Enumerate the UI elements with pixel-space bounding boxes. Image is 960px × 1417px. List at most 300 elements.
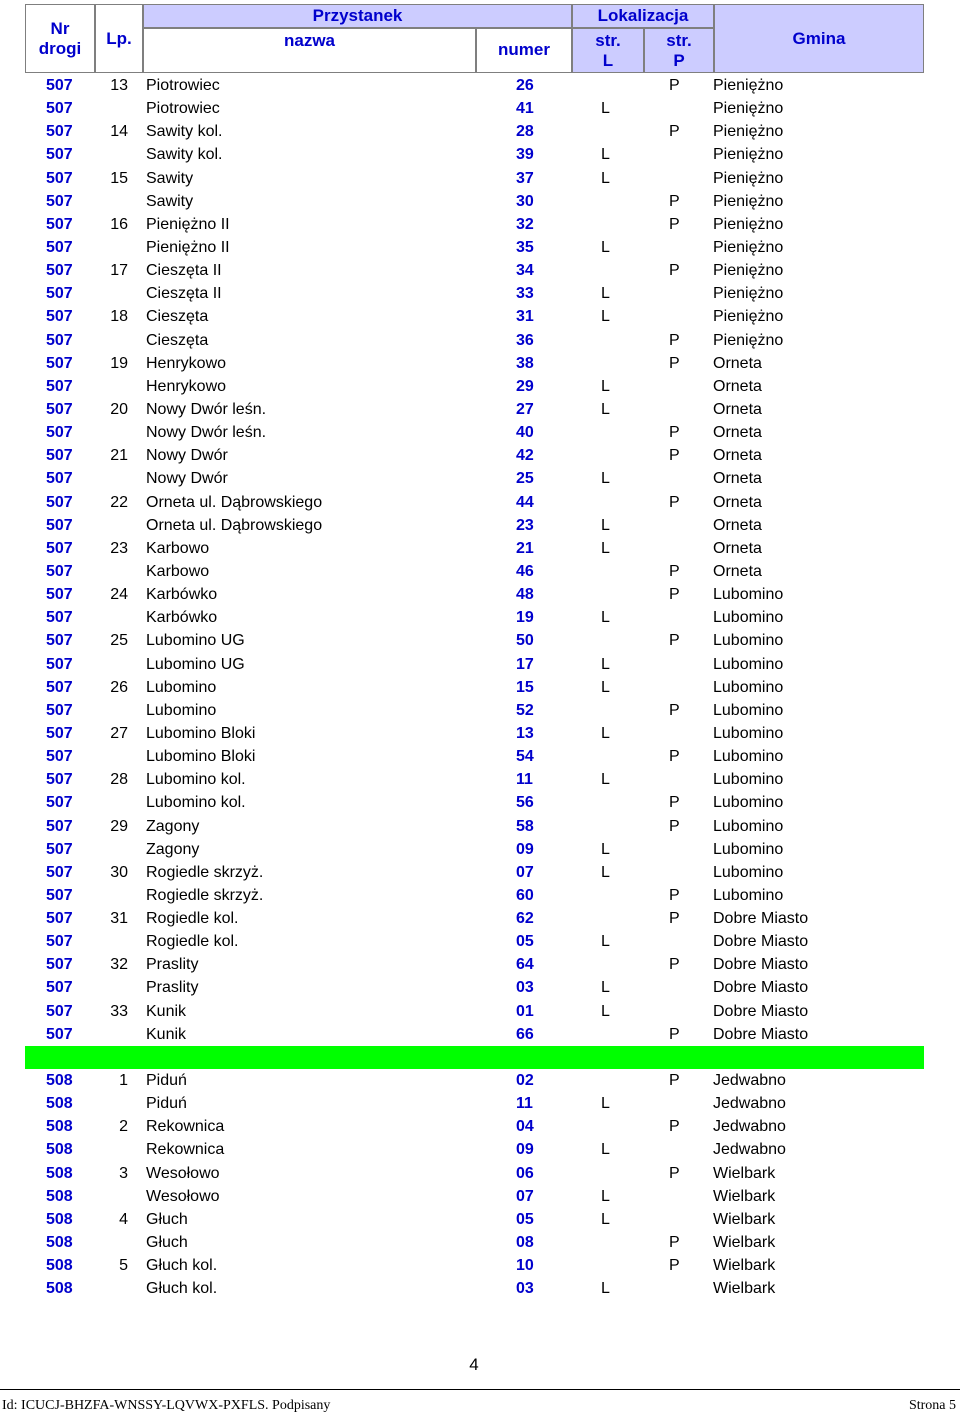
- side-left: L: [601, 771, 610, 789]
- table-row: [0, 1254, 960, 1277]
- stop-name: Nowy Dwór leśn.: [146, 424, 267, 442]
- stop-number: 41: [516, 100, 534, 118]
- stop-lp: 30: [110, 863, 128, 881]
- road-number: 507: [46, 539, 73, 557]
- stop-lp: 26: [110, 678, 128, 696]
- side-right: P: [669, 886, 680, 904]
- table-row: [0, 97, 960, 120]
- road-number: 507: [46, 655, 73, 673]
- side-left: L: [601, 655, 610, 673]
- road-number: 507: [46, 354, 73, 372]
- table-row: [0, 1185, 960, 1208]
- table-row: [0, 213, 960, 236]
- stop-name: Henrykowo: [146, 354, 227, 372]
- stop-name: Lubomino kol.: [146, 771, 246, 789]
- header-numer: numer: [476, 28, 572, 73]
- side-left: L: [601, 1280, 610, 1298]
- stop-number: 56: [516, 794, 534, 812]
- road-number: 507: [46, 447, 73, 465]
- road-number: 508: [46, 1210, 73, 1228]
- stop-name: Rekownica: [146, 1141, 225, 1159]
- road-number: 508: [46, 1280, 73, 1298]
- gmina-name: Orneta: [713, 562, 762, 580]
- road-number: 507: [46, 1002, 73, 1020]
- side-left: L: [601, 1095, 610, 1113]
- stop-number: 09: [516, 1141, 534, 1159]
- stop-lp: 20: [110, 400, 128, 418]
- stop-number: 30: [516, 192, 534, 210]
- stop-number: 27: [516, 400, 534, 418]
- gmina-name: Orneta: [713, 354, 762, 372]
- side-left: L: [601, 308, 610, 326]
- stop-lp: 4: [119, 1210, 128, 1228]
- stop-number: 04: [516, 1118, 534, 1136]
- stop-lp: 5: [119, 1257, 128, 1275]
- gmina-name: Lubomino: [713, 817, 784, 835]
- road-number: 508: [46, 1187, 73, 1205]
- side-right: P: [669, 1234, 680, 1252]
- header-lp: Lp.: [95, 4, 143, 73]
- gmina-name: Lubomino: [713, 771, 784, 789]
- road-number: 507: [46, 377, 73, 395]
- stop-name: Głuch: [146, 1210, 188, 1228]
- gmina-name: Orneta: [713, 516, 762, 534]
- stop-number: 17: [516, 655, 534, 673]
- stop-lp: 16: [110, 215, 128, 233]
- table-row: [0, 953, 960, 976]
- stop-lp: 22: [110, 493, 128, 511]
- side-right: P: [669, 956, 680, 974]
- table-row: [0, 1277, 960, 1300]
- page-number: 4: [469, 1355, 479, 1374]
- gmina-name: Dobre Miasto: [713, 979, 809, 997]
- stop-number: 44: [516, 493, 534, 511]
- gmina-name: Lubomino: [713, 724, 784, 742]
- road-number: 507: [46, 331, 73, 349]
- road-number: 507: [46, 123, 73, 141]
- stop-number: 19: [516, 609, 534, 627]
- side-left: L: [601, 979, 610, 997]
- side-left: L: [601, 146, 610, 164]
- table-row: [0, 259, 960, 282]
- stop-lp: 24: [110, 586, 128, 604]
- stop-name: Rogiedle skrzyż.: [146, 886, 264, 904]
- table-row: [0, 190, 960, 213]
- stop-name: Orneta ul. Dąbrowskiego: [146, 493, 323, 511]
- stop-number: 58: [516, 817, 534, 835]
- stop-name: Nowy Dwór: [146, 470, 228, 488]
- table-row: [0, 352, 960, 375]
- gmina-name: Pieniężno: [713, 100, 784, 118]
- header-lokalizacja: Lokalizacja: [572, 4, 714, 28]
- stop-lp: 23: [110, 539, 128, 557]
- stop-name: Sawity: [146, 192, 194, 210]
- table-row: [0, 907, 960, 930]
- table-row: [0, 583, 960, 606]
- stop-number: 60: [516, 886, 534, 904]
- gmina-name: Pieniężno: [713, 215, 784, 233]
- table-row: [0, 1000, 960, 1023]
- table-row: [0, 745, 960, 768]
- road-number: 507: [46, 146, 73, 164]
- gmina-name: Wielbark: [713, 1210, 776, 1228]
- stop-number: 15: [516, 678, 534, 696]
- stop-number: 32: [516, 215, 534, 233]
- road-number: 507: [46, 748, 73, 766]
- gmina-name: Pieniężno: [713, 77, 784, 94]
- stop-name: Nowy Dwór leśn.: [146, 400, 267, 418]
- table-row: [0, 676, 960, 699]
- stop-number: 11: [516, 771, 533, 789]
- stop-lp: 2: [119, 1118, 128, 1136]
- table-row: [0, 768, 960, 791]
- gmina-name: Pieniężno: [713, 169, 784, 187]
- gmina-name: Lubomino: [713, 586, 784, 604]
- table-row: [0, 815, 960, 838]
- road-number: 507: [46, 100, 73, 118]
- stop-number: 05: [516, 933, 534, 951]
- stop-number: 33: [516, 285, 534, 303]
- side-right: P: [669, 192, 680, 210]
- gmina-name: Wielbark: [713, 1257, 776, 1275]
- stop-name: Karbówko: [146, 586, 218, 604]
- side-right: P: [669, 748, 680, 766]
- road-number: 507: [46, 632, 73, 650]
- road-number: 507: [46, 215, 73, 233]
- gmina-name: Pieniężno: [713, 238, 784, 256]
- gmina-name: Lubomino: [713, 863, 784, 881]
- gmina-name: Lubomino: [713, 678, 784, 696]
- stop-number: 11: [516, 1095, 533, 1113]
- stop-name: Kunik: [146, 1025, 187, 1043]
- stop-number: 07: [516, 1187, 534, 1205]
- stop-number: 25: [516, 470, 534, 488]
- stop-name: Karbowo: [146, 539, 210, 557]
- stop-lp: 21: [110, 447, 128, 465]
- stop-number: 36: [516, 331, 534, 349]
- header-str-p: str. P: [644, 28, 714, 73]
- stop-number: 34: [516, 262, 534, 280]
- stop-number: 62: [516, 910, 534, 928]
- stop-number: 09: [516, 840, 534, 858]
- road-number: 507: [46, 886, 73, 904]
- side-right: P: [669, 632, 680, 650]
- stop-number: 29: [516, 377, 534, 395]
- table-row: [0, 329, 960, 352]
- table-row: [0, 491, 960, 514]
- gmina-name: Lubomino: [713, 886, 784, 904]
- road-number: 507: [46, 169, 73, 187]
- footer-divider: [0, 1389, 960, 1390]
- table-row: [0, 699, 960, 722]
- road-number: 507: [46, 956, 73, 974]
- table-row: [0, 398, 960, 421]
- stop-lp: 18: [110, 308, 128, 326]
- table-row: [0, 537, 960, 560]
- gmina-name: Orneta: [713, 424, 762, 442]
- road-number: 508: [46, 1164, 73, 1182]
- stop-name: Lubomino Bloki: [146, 748, 256, 766]
- stop-number: 35: [516, 238, 534, 256]
- table-header: [25, 4, 924, 73]
- stop-name: Rogiedle kol.: [146, 910, 239, 928]
- side-right: P: [669, 562, 680, 580]
- stop-name: Zagony: [146, 817, 200, 835]
- stop-number: 23: [516, 516, 534, 534]
- road-number: 507: [46, 262, 73, 280]
- stop-name: Henrykowo: [146, 377, 227, 395]
- gmina-name: Wielbark: [713, 1164, 776, 1182]
- side-left: L: [601, 539, 610, 557]
- gmina-name: Jedwabno: [713, 1118, 786, 1136]
- stop-number: 08: [516, 1234, 534, 1252]
- stop-name: Piotrowiec: [146, 100, 220, 118]
- stop-name: Lubomino UG: [146, 655, 245, 673]
- gmina-name: Lubomino: [713, 609, 784, 627]
- road-number: 507: [46, 910, 73, 928]
- road-number: 507: [46, 701, 73, 719]
- table-row: [0, 861, 960, 884]
- side-left: L: [601, 400, 610, 418]
- gmina-name: Orneta: [713, 539, 762, 557]
- table-row: [0, 1069, 960, 1092]
- side-right: P: [669, 447, 680, 465]
- side-left: L: [601, 285, 610, 303]
- road-number: 507: [46, 1025, 73, 1043]
- road-number: 507: [46, 308, 73, 326]
- table-row: [0, 514, 960, 537]
- stop-name: Orneta ul. Dąbrowskiego: [146, 516, 323, 534]
- side-right: P: [669, 794, 680, 812]
- stop-number: 48: [516, 586, 534, 604]
- gmina-name: Pieniężno: [713, 146, 784, 164]
- side-left: L: [601, 377, 610, 395]
- header-nr-drogi: Nr drogi: [25, 4, 95, 73]
- road-number: 507: [46, 678, 73, 696]
- side-left: L: [601, 678, 610, 696]
- road-number: 507: [46, 609, 73, 627]
- road-number: 507: [46, 77, 73, 94]
- gmina-name: Orneta: [713, 470, 762, 488]
- table-row: [0, 467, 960, 490]
- road-number: 508: [46, 1118, 73, 1136]
- stop-number: 37: [516, 169, 534, 187]
- road-number: 508: [46, 1072, 73, 1090]
- table-row: [0, 1208, 960, 1231]
- side-left: L: [601, 238, 610, 256]
- table-row: [0, 444, 960, 467]
- side-left: L: [601, 1187, 610, 1205]
- side-left: L: [601, 840, 610, 858]
- stop-number: 50: [516, 632, 534, 650]
- road-number: 508: [46, 1257, 73, 1275]
- gmina-name: Orneta: [713, 377, 762, 395]
- road-number: 507: [46, 192, 73, 210]
- stop-number: 02: [516, 1072, 534, 1090]
- road-number: 507: [46, 771, 73, 789]
- table-row: [0, 884, 960, 907]
- stop-number: 21: [516, 539, 534, 557]
- stop-number: 64: [516, 956, 534, 974]
- gmina-name: Jedwabno: [713, 1141, 786, 1159]
- road-number: 507: [46, 470, 73, 488]
- table-row: [0, 143, 960, 166]
- gmina-name: Dobre Miasto: [713, 956, 809, 974]
- side-right: P: [669, 493, 680, 511]
- table-row: [0, 305, 960, 328]
- side-right: P: [669, 331, 680, 349]
- table-row: [0, 282, 960, 305]
- stop-name: Lubomino UG: [146, 632, 245, 650]
- gmina-name: Lubomino: [713, 655, 784, 673]
- stop-number: 13: [516, 724, 534, 742]
- stop-number: 39: [516, 146, 534, 164]
- stop-name: Praslity: [146, 956, 199, 974]
- gmina-name: Pieniężno: [713, 308, 784, 326]
- header-przystanek: Przystanek: [143, 4, 572, 28]
- stop-lp: 14: [110, 123, 128, 141]
- stop-name: Zagony: [146, 840, 200, 858]
- stop-name: Lubomino kol.: [146, 794, 246, 812]
- gmina-name: Orneta: [713, 493, 762, 511]
- gmina-name: Lubomino: [713, 748, 784, 766]
- stop-number: 03: [516, 1280, 534, 1298]
- gmina-name: Orneta: [713, 447, 762, 465]
- stop-lp: 25: [110, 632, 128, 650]
- road-number: 507: [46, 586, 73, 604]
- gmina-name: Dobre Miasto: [713, 910, 809, 928]
- stop-name: Cieszęta: [146, 331, 209, 349]
- stop-name: Głuch: [146, 1234, 188, 1252]
- stop-name: Sawity kol.: [146, 123, 223, 141]
- header-nazwa: nazwa: [143, 28, 476, 73]
- road-number: 507: [46, 562, 73, 580]
- gmina-name: Lubomino: [713, 701, 784, 719]
- stop-name: Sawity kol.: [146, 146, 223, 164]
- stop-name: Cieszęta: [146, 308, 209, 326]
- table-row: [0, 606, 960, 629]
- stop-name: Lubomino: [146, 678, 217, 696]
- stop-name: Cieszęta II: [146, 285, 222, 303]
- side-right: P: [669, 1164, 680, 1182]
- side-right: P: [669, 1257, 680, 1275]
- stop-name: Piotrowiec: [146, 77, 220, 94]
- stop-name: Lubomino Bloki: [146, 724, 256, 742]
- gmina-name: Wielbark: [713, 1187, 776, 1205]
- stop-name: Głuch kol.: [146, 1280, 218, 1298]
- stop-name: Sawity: [146, 169, 194, 187]
- gmina-name: Pieniężno: [713, 285, 784, 303]
- table-row: [0, 1115, 960, 1138]
- stop-lp: 15: [110, 169, 128, 187]
- table-row: [0, 722, 960, 745]
- stop-name: Głuch kol.: [146, 1257, 218, 1275]
- gmina-name: Lubomino: [713, 840, 784, 858]
- side-right: P: [669, 77, 680, 94]
- stop-number: 26: [516, 77, 534, 94]
- side-right: P: [669, 123, 680, 141]
- side-left: L: [601, 1210, 610, 1228]
- road-number: 507: [46, 516, 73, 534]
- stop-name: Lubomino: [146, 701, 217, 719]
- stop-number: 05: [516, 1210, 534, 1228]
- road-separator: [0, 1046, 960, 1069]
- gmina-name: Jedwabno: [713, 1072, 786, 1090]
- stop-number: 46: [516, 562, 534, 580]
- gmina-name: Dobre Miasto: [713, 1025, 809, 1043]
- side-right: P: [669, 1072, 680, 1090]
- side-left: L: [601, 169, 610, 187]
- stop-number: 06: [516, 1164, 534, 1182]
- road-number: 507: [46, 724, 73, 742]
- stop-name: Kunik: [146, 1002, 187, 1020]
- table-row: [0, 1092, 960, 1115]
- header-gmina: Gmina: [714, 4, 924, 73]
- stop-name: Piduń: [146, 1095, 187, 1113]
- table-row: [0, 976, 960, 999]
- side-left: L: [601, 933, 610, 951]
- table-row: [0, 629, 960, 652]
- stop-lp: 1: [119, 1072, 128, 1090]
- side-right: P: [669, 424, 680, 442]
- road-number: 508: [46, 1141, 73, 1159]
- table-row: [0, 167, 960, 190]
- table-row: [0, 1231, 960, 1254]
- green-separator-bar: [25, 1046, 924, 1069]
- gmina-name: Pieniężno: [713, 123, 784, 141]
- stop-number: 38: [516, 354, 534, 372]
- side-right: P: [669, 1118, 680, 1136]
- gmina-name: Wielbark: [713, 1234, 776, 1252]
- stop-number: 01: [516, 1002, 534, 1020]
- stop-number: 54: [516, 748, 534, 766]
- stop-name: Karbowo: [146, 562, 210, 580]
- header-str-l: str. L: [572, 28, 644, 73]
- stop-number: 42: [516, 447, 534, 465]
- stop-number: 10: [516, 1257, 534, 1275]
- footer-page-label: Strona 5: [908, 1398, 956, 1413]
- stop-lp: 27: [110, 724, 128, 742]
- gmina-name: Dobre Miasto: [713, 933, 809, 951]
- road-number: 507: [46, 493, 73, 511]
- gmina-name: Dobre Miasto: [713, 1002, 809, 1020]
- road-number: 507: [46, 863, 73, 881]
- table-row: [0, 560, 960, 583]
- road-number: 507: [46, 979, 73, 997]
- side-right: P: [669, 910, 680, 928]
- gmina-name: Pieniężno: [713, 331, 784, 349]
- gmina-name: Wielbark: [713, 1280, 776, 1298]
- table-body: [0, 74, 960, 1300]
- stop-number: 31: [516, 308, 534, 326]
- side-left: L: [601, 1002, 610, 1020]
- side-left: L: [601, 100, 610, 118]
- table-row: [0, 838, 960, 861]
- stop-name: Praslity: [146, 979, 199, 997]
- gmina-name: Orneta: [713, 400, 762, 418]
- stop-number: 66: [516, 1025, 534, 1043]
- stop-name: Piduń: [146, 1072, 187, 1090]
- gmina-name: Jedwabno: [713, 1095, 786, 1113]
- stop-lp: 33: [110, 1002, 128, 1020]
- table-row: [0, 653, 960, 676]
- side-right: P: [669, 354, 680, 372]
- stop-name: Wesołowo: [146, 1187, 220, 1205]
- side-left: L: [601, 516, 610, 534]
- side-right: P: [669, 701, 680, 719]
- stop-name: Pieniężno II: [146, 215, 230, 233]
- stop-lp: 19: [110, 354, 128, 372]
